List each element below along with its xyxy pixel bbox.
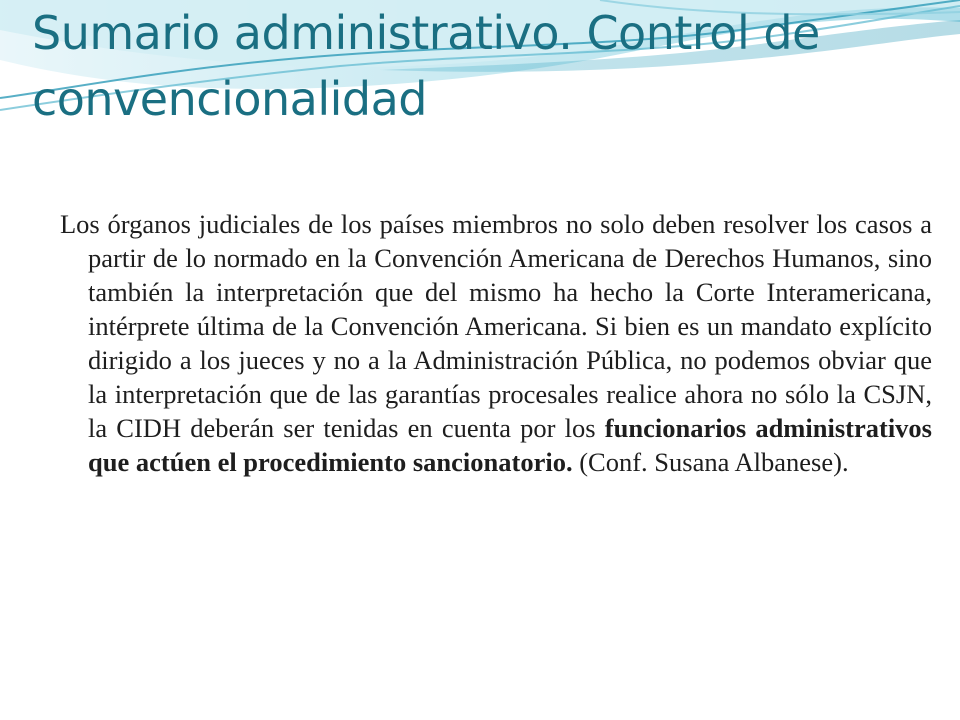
slide-body-text	[60, 207, 932, 479]
body-text-part1: Los órganos judiciales de los países miembros no solo deben resolver los casos a partir de lo normado en la Convención Americana de Derechos Humanos, sino también la interpretación que del mismo ha hecho la Corte Interamericana, intérprete última de la Convención Americana. Si bien es un mandato explícito dirigido a los jueces y no a la Administración Pública, no podemos obviar que la interpretación que de las garantías procesales realice ahora no sólo la CSJN, la CIDH deberán ser tenidas en cuenta por los	[60, 209, 932, 443]
slide-title: Sumario administrativo. Control de convencionalidad	[32, 6, 820, 126]
body-text-bold: funcionarios administrativos que actúen el procedimiento sancionatorio.	[88, 413, 932, 477]
body-text-part2: (Conf. Susana Albanese).	[572, 447, 849, 477]
